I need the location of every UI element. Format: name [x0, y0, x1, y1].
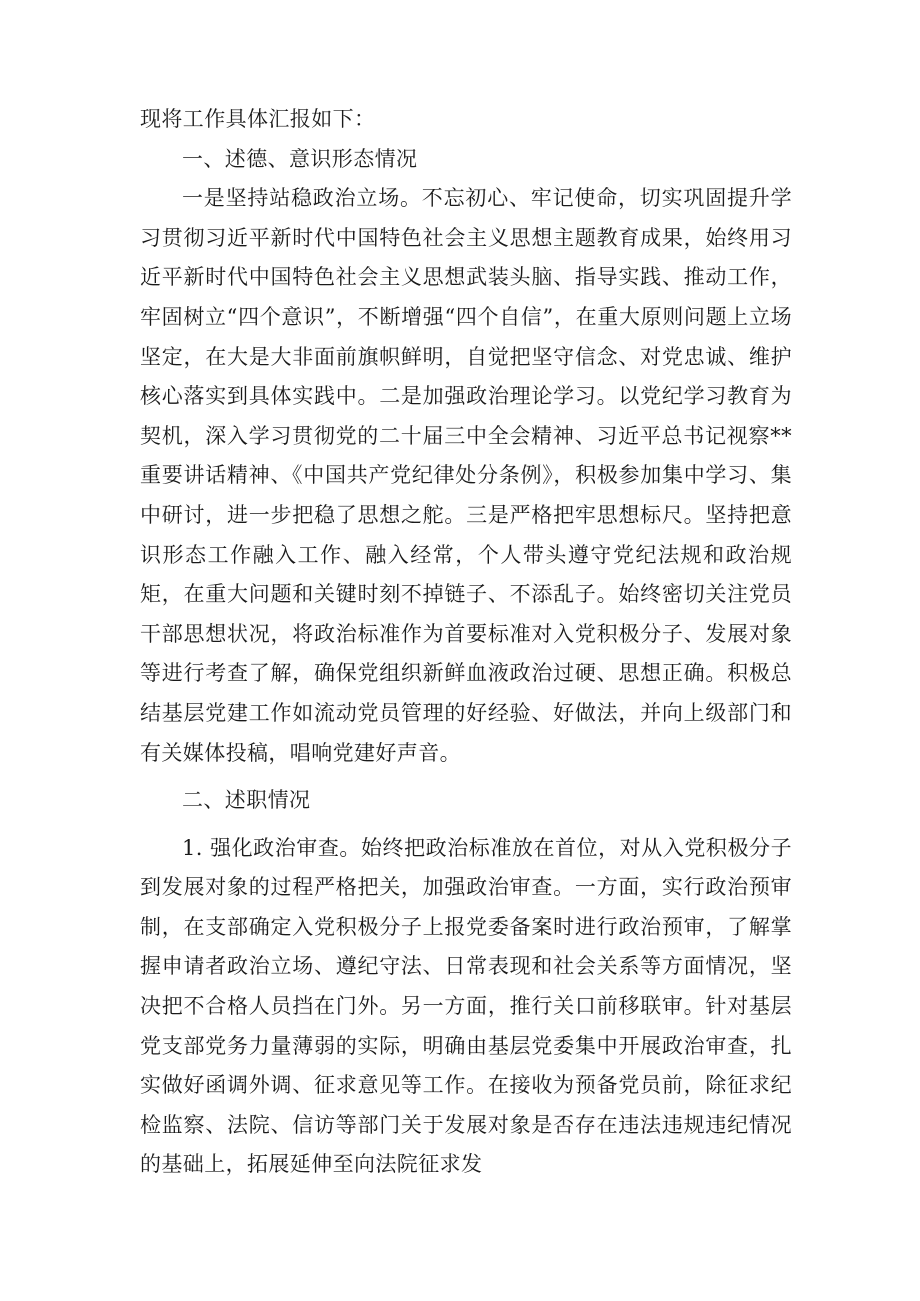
intro-line: 现将工作具体汇报如下： — [140, 107, 376, 131]
document-body — [140, 100, 792, 1185]
section-heading-1: 一、述德、意识形态情况 — [182, 146, 418, 171]
section-paragraph-2: 1. 强化政治审查。始终把政治标准放在首位，对从入党积极分子到发展对象的过程严格把关，加强政治审查。一方面，实行政治预审制，在支部确定入党积极分子上报党委备案时进行政治预审，了解掌握申请者政治立场、遵纪守法、日常表现和社会关系等方面情况，坚决把不合格人员挡在门外。另一方面，推行关口前移联审。针对基层党支部党务力量薄弱的实际，明确由基层党委集中开展政治审查，扎实做好函调外调、征求意见等工作。在接收为预备党员前，除征求纪检监察、法院、信访等部门关于发展对象是否存在违法违规违纪情况的基础上，拓展延伸至向法院征求发 — [140, 835, 792, 1177]
section-paragraph-1: 一是坚持站稳政治立场。不忘初心、牢记使命，切实巩固提升学习贯彻习近平新时代中国特色社会主义思想主题教育成果，始终用习近平新时代中国特色社会主义思想武装头脑、指导实践、推动工作，牢固树立“四个意识”，不断增强“四个自信”，在重大原则问题上立场坚定，在大是大非面前旗帜鲜明，自觉把坚守信念、对党忠诚、维护核心落实到具体实践中。二是加强政治理论学习。以党纪学习教育为契机，深入学习贯彻党的二十届三中全会精神、习近平总书记视察**重要讲话精神、《中国共产党纪律处分条例》，积极参加集中学习、集中研讨，进一步把稳了思想之舵。三是严格把牢思想标尺。坚持把意识形态工作融入工作、融入经常，个人带头遵守党纪法规和政治规矩，在重大问题和关键时刻不掉链子、不添乱子。始终密切关注党员干部思想状况，将政治标准作为首要标准对入党积极分子、发展对象等进行考查了解，确保党组织新鲜血液政治过硬、思想正确。积极总结基层党建工作如流动党员管理的好经验、好做法，并向上级部门和有关媒体投稿，唱响党建好声音。 — [140, 186, 792, 765]
section-heading-2: 二、述职情况 — [182, 788, 311, 813]
